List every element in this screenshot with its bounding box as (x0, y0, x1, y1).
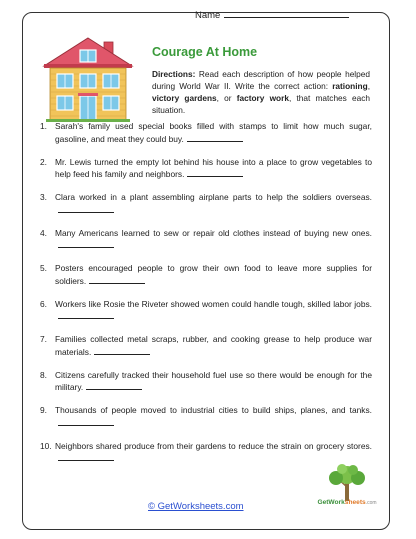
question-list (40, 120, 372, 475)
answer-blank[interactable] (94, 346, 150, 355)
worksheet-title: Courage At Home (152, 45, 258, 59)
answer-blank[interactable] (58, 204, 114, 213)
getworksheets-logo (314, 463, 380, 525)
directions: Directions: Read each description of how people helped during World War II. Write the correct action: rationing, victory gardens, or factory work, that matches each situation. (152, 69, 370, 115)
option-victory-gardens: victory gardens (152, 93, 217, 103)
question-item: 4. Many Americans learned to sew or repair old clothes instead of buying new ones. (40, 227, 372, 252)
question-item: 3. Clara worked in a plant assembling airplane parts to help the soldiers overseas. (40, 191, 372, 216)
question-item: 5. Posters encouraged people to grow their own food to leave more supplies for soldiers. (40, 263, 372, 286)
answer-blank[interactable] (58, 310, 114, 319)
answer-blank[interactable] (187, 168, 243, 177)
name-field[interactable] (195, 8, 349, 21)
answer-blank[interactable] (58, 239, 114, 248)
tree-icon (314, 463, 380, 503)
house-illustration (40, 36, 136, 122)
question-item: 10. Neighbors shared produce from their gardens to reduce the strain on grocery stores. (40, 440, 372, 465)
question-item: 1. Sarah's family used special books filled with stamps to limit how much sugar, gasoline, and meat they could buy. (40, 121, 372, 144)
answer-blank[interactable] (89, 275, 145, 284)
answer-blank[interactable] (58, 452, 114, 461)
name-label: Name (195, 10, 221, 21)
option-rationing: rationing (332, 81, 368, 91)
directions-label: Directions: (152, 69, 196, 79)
answer-blank[interactable] (58, 417, 114, 426)
answer-blank[interactable] (86, 381, 142, 390)
question-item: 2. Mr. Lewis turned the empty lot behind his house into a place to grow vegetables to help feed his family and neighbors. (40, 156, 372, 179)
name-blank[interactable] (224, 8, 349, 18)
option-factory-work: factory work (236, 93, 289, 103)
getworksheets-link[interactable]: © GetWorksheets.com (148, 501, 244, 512)
question-item: 9. Thousands of people moved to industrial cities to build ships, planes, and tanks. (40, 404, 372, 429)
answer-blank[interactable] (187, 133, 243, 142)
logo-text: GetWorksheets.com (317, 499, 377, 506)
question-item: 7. Families collected metal scraps, rubber, and cooking grease to help produce war materials. (40, 334, 372, 357)
question-item: 8. Citizens carefully tracked their household fuel use so there would be enough for the military. (40, 369, 372, 392)
question-item: 6. Workers like Rosie the Riveter showed women could handle tough, skilled labor jobs. (40, 298, 372, 323)
